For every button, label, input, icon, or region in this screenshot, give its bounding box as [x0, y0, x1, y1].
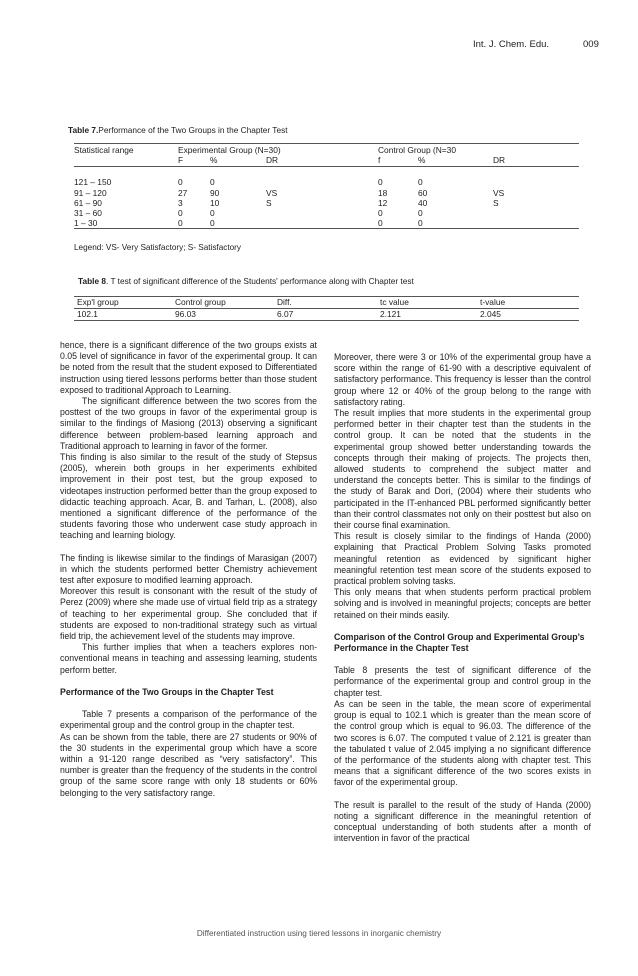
table8-label: Table 8 — [78, 276, 106, 286]
journal-name: Int. J. Chem. Edu. — [473, 39, 550, 50]
table8 — [74, 296, 579, 321]
table-cell: 0 — [378, 177, 383, 188]
table-cell — [493, 218, 579, 229]
table7-header-cell: % — [418, 155, 493, 167]
paragraph: Table 8 presents the test of significant difference of the performance of the experimental group and control group in the chapter test. — [334, 665, 591, 698]
table-cell: 2.121 — [377, 309, 477, 321]
table-cell: S — [266, 197, 272, 208]
table7-header-cell: DR — [493, 155, 579, 167]
table-row — [74, 309, 579, 321]
table7-header-cell: Statistical range — [74, 144, 178, 156]
table7-header-cell — [74, 155, 178, 167]
paragraph: Table 7 presents a comparison of the performance of the experimental group and the control group in the chapter test. — [60, 709, 317, 731]
table-cell: VS — [266, 187, 278, 198]
table-cell: 1 – 30 — [74, 218, 178, 229]
table-cell — [266, 177, 378, 187]
table7-label: Table 7. — [68, 125, 99, 135]
table-cell: 31 – 60 — [74, 208, 102, 219]
table-cell: 0 — [378, 208, 383, 219]
table-cell: 18 — [378, 187, 388, 198]
table-cell: 60 — [418, 187, 428, 198]
table7-subheader-row — [74, 155, 579, 167]
paragraph: The finding is likewise similar to the findings of Marasigan (2007) in which the students performed better Chemistry achievement test after exposure to modified learning approach. — [60, 552, 317, 586]
table7-header-cell: F — [178, 155, 210, 167]
right-column — [334, 352, 591, 844]
table-cell: 0 — [210, 208, 215, 219]
table-row — [74, 177, 579, 187]
table8-caption — [78, 276, 414, 286]
table7-legend: Legend: VS- Very Satisfactory; S- Satisfactory — [74, 243, 242, 252]
table-cell: 0 — [210, 218, 266, 229]
table-cell: S — [493, 197, 499, 208]
page-number: 009 — [583, 39, 599, 50]
table-row — [74, 218, 579, 229]
table-cell: 40 — [418, 197, 428, 208]
table-cell — [266, 218, 378, 229]
table8-header-cell: Exp'l group — [74, 297, 172, 309]
table-cell: 0 — [178, 177, 183, 188]
paragraph: As can be shown from the table, there are 27 students or 90% of the 30 students in the experimental group which have a score within a 91-120 range described as “very satisfactory”. This number is greater than the frequency of the students in the control group of the same score range with only 18 students or 60% belonging to the very satisfactory range. — [60, 731, 317, 798]
paragraph: This result is closely similar to the findings of Handa (2000) explaining that Practical Problem Solving Tasks promoted meaningful retention as evidenced by significant higher meaningful retention test mean score of the students exposed to practical problem solving tasks. — [334, 531, 591, 587]
table7-header-cell: % — [210, 155, 266, 167]
table-cell: 0 — [210, 177, 215, 188]
table7-header-row — [74, 144, 579, 156]
section-heading: Performance of the Two Groups in the Chapter Test — [60, 686, 274, 697]
table7-header-cell: Control Group (N=30 — [378, 144, 579, 156]
paragraph: Moreover, there were 3 or 10% of the experimental group have a score within the range of 61-90 with a descriptive equivalent of satisfactory performance. This frequency is lesser than the control group where 12 or 40% of the group belong to the range with satisfactory rating. — [334, 352, 591, 407]
table-cell: 0 — [418, 218, 493, 229]
table8-caption-text: . T test of significant difference of the Students' performance along with Chapter test — [105, 276, 414, 286]
paragraph: This only means that when students perform practical problem solving and is involved in meaningful projects; concepts are better retained on their minds easily. — [334, 587, 591, 620]
table-cell: 0 — [418, 177, 423, 188]
table-cell — [266, 208, 378, 218]
paragraph: This further implies that when a teachers explores non-conventional means in teaching and assessing learning, students perform better. — [60, 642, 317, 675]
table-cell: 96.03 — [172, 309, 274, 321]
table-row — [74, 208, 579, 218]
table-cell: 61 – 90 — [74, 197, 102, 208]
table-cell: 121 – 150 — [74, 177, 112, 188]
table7-header-cell: DR — [266, 155, 378, 167]
table8-header-cell: Control group — [172, 297, 274, 309]
table-cell — [493, 177, 579, 187]
table8-header-cell: t-value — [477, 297, 579, 309]
table-cell: 6.07 — [274, 309, 377, 321]
table8-header-cell: tc value — [377, 297, 477, 309]
table-row — [74, 188, 579, 198]
paragraph: As can be seen in the table, the mean score of experimental group is equal to 102.1 which is greater than the mean score of the control group which is equal to 96.03. The difference of the two scores is 6.07. The computed t value of 2.121 is greater than the tabulated t value of 2.045 implying a no significant difference of the performance of the students along with chapter test. This means that a significant difference of the two scores exists in favor of the experimental group. — [334, 698, 591, 788]
table8-header-row — [74, 297, 579, 309]
table-cell: 10 — [210, 197, 220, 208]
table-cell — [493, 208, 579, 218]
table-cell: 0 — [378, 218, 418, 229]
table-cell: 2.045 — [477, 309, 579, 321]
page-footer: Differentiated instruction using tiered lessons in inorganic chemistry — [196, 929, 442, 938]
table-cell: 27 — [178, 187, 188, 198]
table7-header-cell: f — [378, 155, 418, 167]
table7-header-cell: Experimental Group (N=30) — [178, 144, 378, 156]
table-cell: 3 — [178, 197, 183, 208]
section-heading: Comparison of the Control Group and Experimental Group’s Performance in the Chapter Test — [334, 631, 585, 654]
table-cell: 90 — [210, 187, 220, 198]
table-cell: 0 — [178, 208, 183, 219]
left-column — [60, 340, 317, 799]
paragraph: This finding is also similar to the result of the study of Stepsus (2005), wherein both groups in her experiments exhibited improvement in their post test, but the group exposed to videotapes instruction performed better than the group exposed to didactic teaching approach. Acar, B. and Tarhan, L. (2008), also mentioned a significant difference of the performance of the students favoring those who underwent case study approach in teaching and learning biology. — [60, 452, 317, 541]
table-cell: VS — [493, 187, 505, 198]
table7 — [74, 143, 579, 229]
paragraph: Moreover this result is consonant with the result of the study of Perez (2009) where she made use of virtual field trip as a strategy of teaching to her experimental group. She concluded that if students are exposed to non-traditional strategy such as virtual field trip, the achievement level of the students may improve. — [60, 586, 317, 642]
paragraph: The result is parallel to the result of the study of Handa (2000) noting a significant difference in the meaningful retention of conceptual understanding of both students after a month of intervention in favor of the practical — [334, 799, 591, 844]
paragraph: The result implies that more students in the experimental group performed better in their chapter test than the students in the control group. It can be noted that the students in the experimental group showed better understanding towards the concepts through their making of projects. The projects then, allowed students to comprehend the subject matter and understand the concepts better. This is similar to the findings of the study of Barak and Dori, (2004) where their students who participated in the IT-enhanced PBL performed significantly better than their control classmates not only on their posttest but also on their course final examination. — [334, 408, 591, 531]
table-cell: 12 — [378, 197, 388, 208]
table-cell: 102.1 — [74, 309, 172, 321]
table8-header-cell: Diff. — [274, 297, 377, 309]
table7-caption-text: Performance of the Two Groups in the Chapter Test — [98, 125, 288, 135]
table-cell: 0 — [418, 208, 423, 219]
paragraph: hence, there is a significant difference of the two groups exists at 0.05 level of significance in favor of the experimental group. It can be noted from the result that the student exposed to Differentiated instruction using tiered lessons performs better than those student exposed to traditional Approach to Learning. — [60, 340, 317, 395]
table-cell: 91 – 120 — [74, 187, 107, 198]
table7-caption — [68, 125, 288, 135]
table-row — [74, 198, 579, 208]
paragraph: The significant difference between the two scores from the posttest of the two groups in favor of the experimental group is similar to the findings of Masiong (2013) observing a significant difference between problem-based learning approach and Traditional approach to learning in favor of the former. — [60, 396, 317, 451]
table-cell: 0 — [178, 218, 210, 229]
